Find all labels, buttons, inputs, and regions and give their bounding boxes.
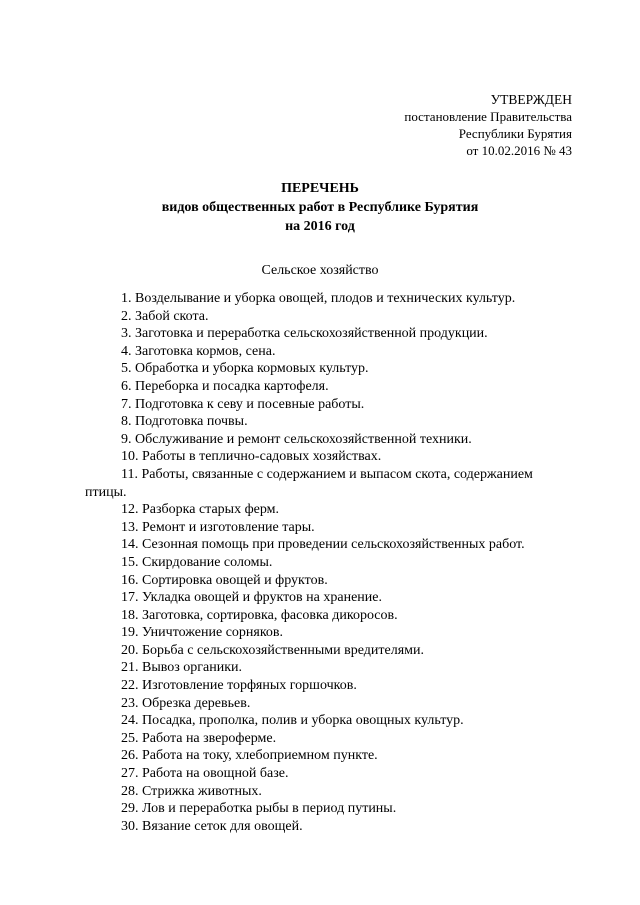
- list-item: 4. Заготовка кормов, сена.: [121, 343, 276, 359]
- list-item: 6. Переборка и посадка картофеля.: [121, 378, 329, 394]
- list-item: 20. Борьба с сельскохозяйственными вредителями.: [121, 642, 425, 658]
- list-item: 30. Вязание сеток для овощей.: [121, 818, 303, 834]
- list-item: 17. Укладка овощей и фруктов на хранение.: [121, 590, 382, 606]
- list-item: 16. Сортировка овощей и фруктов.: [121, 572, 328, 588]
- list-item: 7. Подготовка к севу и посевные работы.: [121, 396, 365, 412]
- list-item: 3. Заготовка и переработка сельскохозяйственной продукции.: [121, 326, 488, 342]
- list-item: 21. Вывоз органики.: [121, 660, 243, 676]
- list-item: 9. Обслуживание и ремонт сельскохозяйственной техники.: [121, 431, 472, 447]
- approval-line-1: постановление Правительства: [404, 109, 572, 124]
- work-types-list: [85, 290, 577, 835]
- approval-line-2: Республики Бурятия: [458, 126, 572, 141]
- heading-line-3: на 2016 год: [285, 219, 355, 234]
- approval-line-3: от 10.02.2016 № 43: [466, 143, 572, 158]
- list-item: 1. Возделывание и уборка овощей, плодов и технических культур.: [121, 291, 516, 306]
- list-item: 2. Забой скота.: [121, 308, 209, 324]
- document-heading: [0, 179, 640, 236]
- list-item: 5. Обработка и уборка кормовых культур.: [121, 361, 369, 377]
- list-item: 29. Лов и переработка рыбы в период путины.: [121, 801, 397, 817]
- list-item: 12. Разборка старых ферм.: [121, 502, 280, 518]
- list-item: 25. Работа на звероферме.: [121, 730, 277, 746]
- list-item: 10. Работы в теплично-садовых хозяйствах.: [121, 449, 382, 465]
- list-item: 22. Изготовление торфяных горшочков.: [121, 678, 357, 694]
- list-item: 27. Работа на овощной базе.: [121, 766, 289, 782]
- approval-title: УТВЕРЖДЕН: [490, 92, 572, 107]
- list-item: 23. Обрезка деревьев.: [121, 695, 251, 711]
- list-item: 14. Сезонная помощь при проведении сельскохозяйственных работ.: [121, 537, 525, 553]
- list-item: 13. Ремонт и изготовление тары.: [121, 519, 315, 535]
- list-item: 8. Подготовка почвы.: [121, 414, 248, 430]
- approval-block: [404, 91, 572, 159]
- list-item: 26. Работа на току, хлебоприемном пункте.: [121, 748, 378, 764]
- list-item: 11. Работы, связанные с содержанием и выпасом скота, содержанием птицы.: [85, 466, 533, 500]
- heading-line-1: ПЕРЕЧЕНЬ: [281, 181, 359, 196]
- section-title: Сельское хозяйство: [261, 263, 379, 278]
- list-item: 24. Посадка, прополка, полив и уборка овощных культур.: [121, 713, 464, 729]
- list-item: 28. Стрижка животных.: [121, 783, 262, 799]
- heading-line-2: видов общественных работ в Республике Бурятия: [161, 200, 479, 215]
- list-item: 18. Заготовка, сортировка, фасовка дикоросов.: [121, 607, 398, 623]
- list-item: 19. Уничтожение сорняков.: [121, 625, 284, 641]
- list-item: 15. Скирдование соломы.: [121, 554, 273, 570]
